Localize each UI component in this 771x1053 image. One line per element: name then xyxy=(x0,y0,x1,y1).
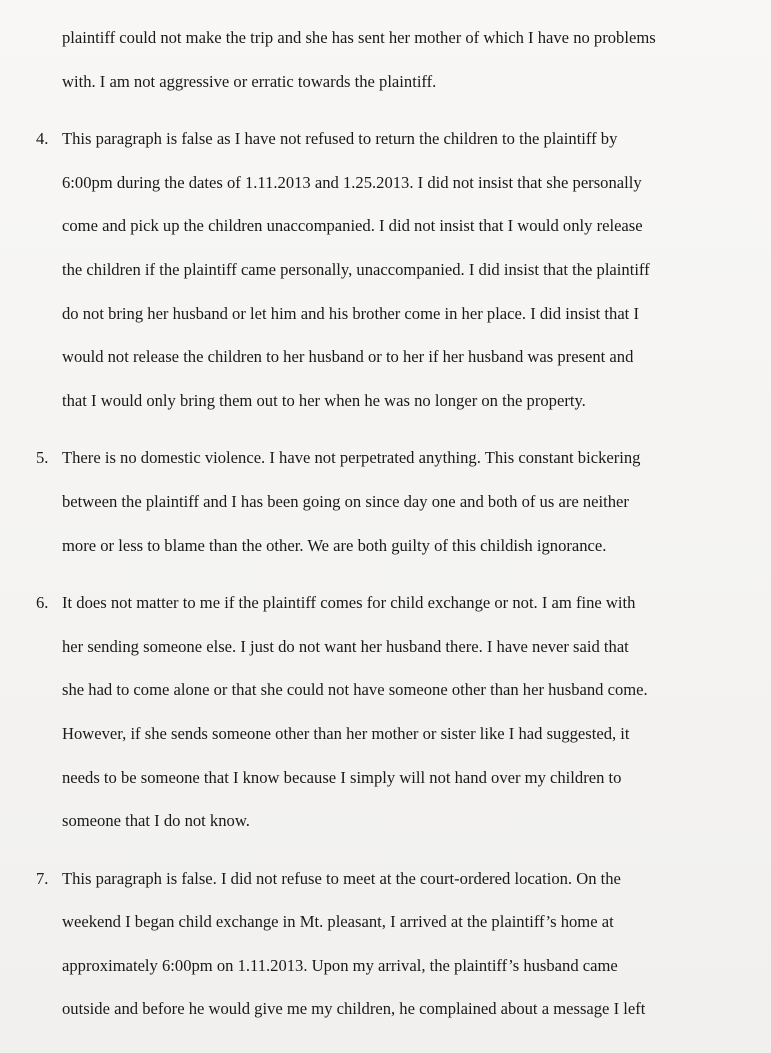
paragraph-number: 4. xyxy=(36,129,49,149)
text-line: approximately 6:00pm on 1.11.2013. Upon my arrival, the plaintiff’s husband came xyxy=(62,955,618,975)
text-line: her sending someone else. I just do not want her husband there. I have never said that xyxy=(62,636,629,656)
text-line: that I would only bring them out to her when he was no longer on the property. xyxy=(62,390,586,410)
text-line: the children if the plaintiff came personally, unaccompanied. I did insist that the plaintiff xyxy=(62,259,650,279)
text-line: she had to come alone or that she could not have someone other than her husband come. xyxy=(62,680,648,700)
text-line: do not bring her husband or let him and his brother come in her place. I did insist that I xyxy=(62,303,639,323)
text-line: would not release the children to her husband or to her if her husband was present and xyxy=(62,347,634,367)
text-line: This paragraph is false as I have not refused to return the children to the plaintiff by xyxy=(62,129,618,149)
paragraph-6 xyxy=(36,581,741,843)
text-line: needs to be someone that I know because I simply will not hand over my children to xyxy=(62,767,622,787)
text-line: with. I am not aggressive or erratic towards the plaintiff. xyxy=(62,71,437,91)
text-line: However, if she sends someone other than her mother or sister like I had suggested, it xyxy=(62,723,630,743)
document-body xyxy=(36,16,741,1031)
paragraph-number: 5. xyxy=(36,448,49,468)
text-line: plaintiff could not make the trip and she has sent her mother of which I have no problems xyxy=(62,28,656,47)
paragraph-4 xyxy=(36,117,741,422)
text-line: between the plaintiff and I has been going on since day one and both of us are neither xyxy=(62,491,629,511)
text-line: There is no domestic violence. I have not perpetrated anything. This constant bickering xyxy=(62,448,641,468)
continuation-paragraph xyxy=(36,16,741,103)
text-line: It does not matter to me if the plaintiff comes for child exchange or not. I am fine with xyxy=(62,593,636,613)
text-line: someone that I do not know. xyxy=(62,811,250,831)
text-line: This paragraph is false. I did not refuse to meet at the court-ordered location. On the xyxy=(62,868,621,888)
paragraph-number: 6. xyxy=(36,593,49,613)
paragraph-5 xyxy=(36,436,741,567)
paragraph-number: 7. xyxy=(36,868,49,888)
text-line: more or less to blame than the other. We are both guilty of this childish ignorance. xyxy=(62,535,607,555)
text-line: 6:00pm during the dates of 1.11.2013 and 1.25.2013. I did not insist that she personally xyxy=(62,172,642,192)
paragraph-7 xyxy=(36,857,741,1031)
text-line: outside and before he would give me my children, he complained about a message I left xyxy=(62,999,646,1019)
text-line: come and pick up the children unaccompanied. I did not insist that I would only release xyxy=(62,216,643,236)
text-line: weekend I began child exchange in Mt. pleasant, I arrived at the plaintiff’s home at xyxy=(62,912,614,932)
